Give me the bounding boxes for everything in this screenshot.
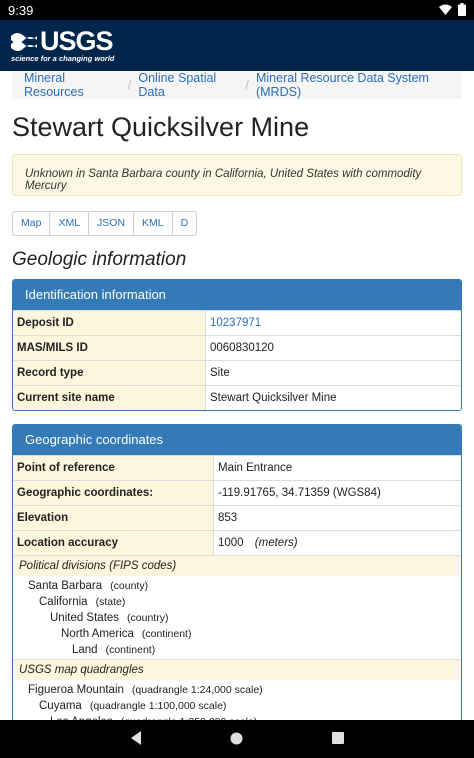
table-row bbox=[13, 336, 461, 361]
back-icon[interactable] bbox=[129, 730, 143, 746]
home-icon[interactable] bbox=[230, 732, 243, 745]
point-of-reference-label: Point of reference bbox=[13, 456, 214, 481]
format-map-button[interactable]: Map bbox=[12, 211, 50, 236]
geographic-coordinates-value: -119.91765, 34.71359 (WGS84) bbox=[214, 481, 462, 506]
identification-panel-title: Identification information bbox=[13, 280, 461, 310]
list-item bbox=[13, 578, 461, 594]
quadrangle-name: Figueroa Mountain bbox=[28, 684, 124, 696]
record-type-value: Site bbox=[206, 361, 462, 386]
division-type: (county) bbox=[110, 580, 149, 592]
deposit-id-link[interactable]: 10237971 bbox=[210, 317, 262, 329]
breadcrumb-online-spatial-data[interactable]: Online Spatial Data bbox=[138, 71, 217, 99]
usgs-logo[interactable] bbox=[11, 26, 114, 63]
division-name: North America bbox=[61, 628, 134, 640]
page-title: Stewart Quicksilver Mine bbox=[12, 112, 310, 142]
division-type: (country) bbox=[127, 612, 169, 624]
list-item bbox=[13, 682, 461, 698]
list-item bbox=[13, 594, 461, 610]
battery-icon bbox=[458, 3, 466, 16]
list-item bbox=[13, 610, 461, 626]
map-quadrangles-title: USGS map quadrangles bbox=[13, 659, 461, 680]
location-accuracy-label: Location accuracy bbox=[13, 531, 214, 556]
format-d-button[interactable]: D bbox=[172, 211, 198, 236]
deposit-id-label: Deposit ID bbox=[13, 311, 206, 336]
table-row bbox=[13, 386, 461, 411]
format-button-group bbox=[12, 211, 197, 236]
quadrangle-scale: (quadrangle 1:24,000 scale) bbox=[131, 684, 263, 696]
table-row bbox=[13, 456, 461, 481]
division-type: (state) bbox=[95, 596, 126, 608]
political-divisions bbox=[13, 555, 461, 724]
breadcrumb-mineral-resources[interactable]: Mineral Resources bbox=[24, 71, 84, 99]
geographic-coordinates-label: Geographic coordinates: bbox=[13, 481, 214, 506]
section-title: Geologic information bbox=[12, 249, 187, 270]
breadcrumb bbox=[12, 71, 462, 99]
mas-mils-id-label: MAS/MILS ID bbox=[13, 336, 206, 361]
table-row bbox=[13, 531, 461, 556]
logo-text: USGS bbox=[40, 26, 113, 56]
breadcrumb-separator: / bbox=[245, 78, 249, 92]
location-accuracy-value bbox=[214, 531, 462, 556]
deposit-id-value bbox=[206, 311, 462, 336]
division-name: United States bbox=[50, 612, 120, 624]
point-of-reference-value: Main Entrance bbox=[214, 456, 462, 481]
format-xml-button[interactable]: XML bbox=[49, 211, 89, 236]
division-name: Land bbox=[72, 644, 98, 656]
logo-tagline: science for a changing world bbox=[11, 54, 115, 63]
list-item bbox=[13, 626, 461, 642]
system-nav-bar bbox=[0, 720, 474, 758]
breadcrumb-separator: / bbox=[127, 78, 132, 92]
table-row bbox=[13, 506, 461, 531]
table-row bbox=[13, 361, 461, 386]
location-accuracy-unit: (meters) bbox=[254, 537, 298, 549]
quadrangle-scale: (quadrangle 1:100,000 scale) bbox=[89, 700, 227, 712]
division-type: (continent) bbox=[105, 644, 156, 656]
wifi-icon bbox=[439, 4, 452, 16]
format-json-button[interactable]: JSON bbox=[88, 211, 134, 236]
list-item bbox=[13, 698, 461, 714]
site-header bbox=[0, 20, 474, 71]
political-divisions-title: Political divisions (FIPS codes) bbox=[13, 555, 461, 576]
elevation-value: 853 bbox=[214, 506, 462, 531]
table-row bbox=[13, 311, 461, 336]
record-type-label: Record type bbox=[13, 361, 206, 386]
current-site-name-value: Stewart Quicksilver Mine bbox=[206, 386, 462, 411]
identification-table bbox=[13, 310, 461, 410]
breadcrumb-mrds[interactable]: Mineral Resource Data System (MRDS) bbox=[255, 71, 429, 99]
format-kml-button[interactable]: KML bbox=[133, 211, 173, 236]
status-icons bbox=[439, 3, 466, 16]
identification-panel bbox=[12, 279, 462, 411]
quadrangle-name: Cuyama bbox=[39, 700, 82, 712]
geographic-panel bbox=[12, 424, 462, 724]
division-name: California bbox=[39, 596, 88, 608]
division-type: (continent) bbox=[141, 628, 192, 640]
location-accuracy-number: 1000 bbox=[218, 537, 244, 549]
geographic-table bbox=[13, 455, 461, 555]
recents-icon[interactable] bbox=[332, 732, 344, 744]
usgs-wave-icon bbox=[11, 30, 37, 54]
status-bar bbox=[0, 0, 474, 20]
status-time: 9:39 bbox=[8, 3, 34, 18]
geographic-panel-title: Geographic coordinates bbox=[13, 425, 461, 455]
elevation-label: Elevation bbox=[13, 506, 214, 531]
mas-mils-id-value: 0060830120 bbox=[206, 336, 462, 361]
current-site-name-label: Current site name bbox=[13, 386, 206, 411]
summary-notice: Unknown in Santa Barbara county in California, United States with commodity Mercury bbox=[12, 154, 462, 196]
table-row bbox=[13, 481, 461, 506]
division-name: Santa Barbara bbox=[28, 580, 103, 592]
list-item bbox=[13, 642, 461, 658]
